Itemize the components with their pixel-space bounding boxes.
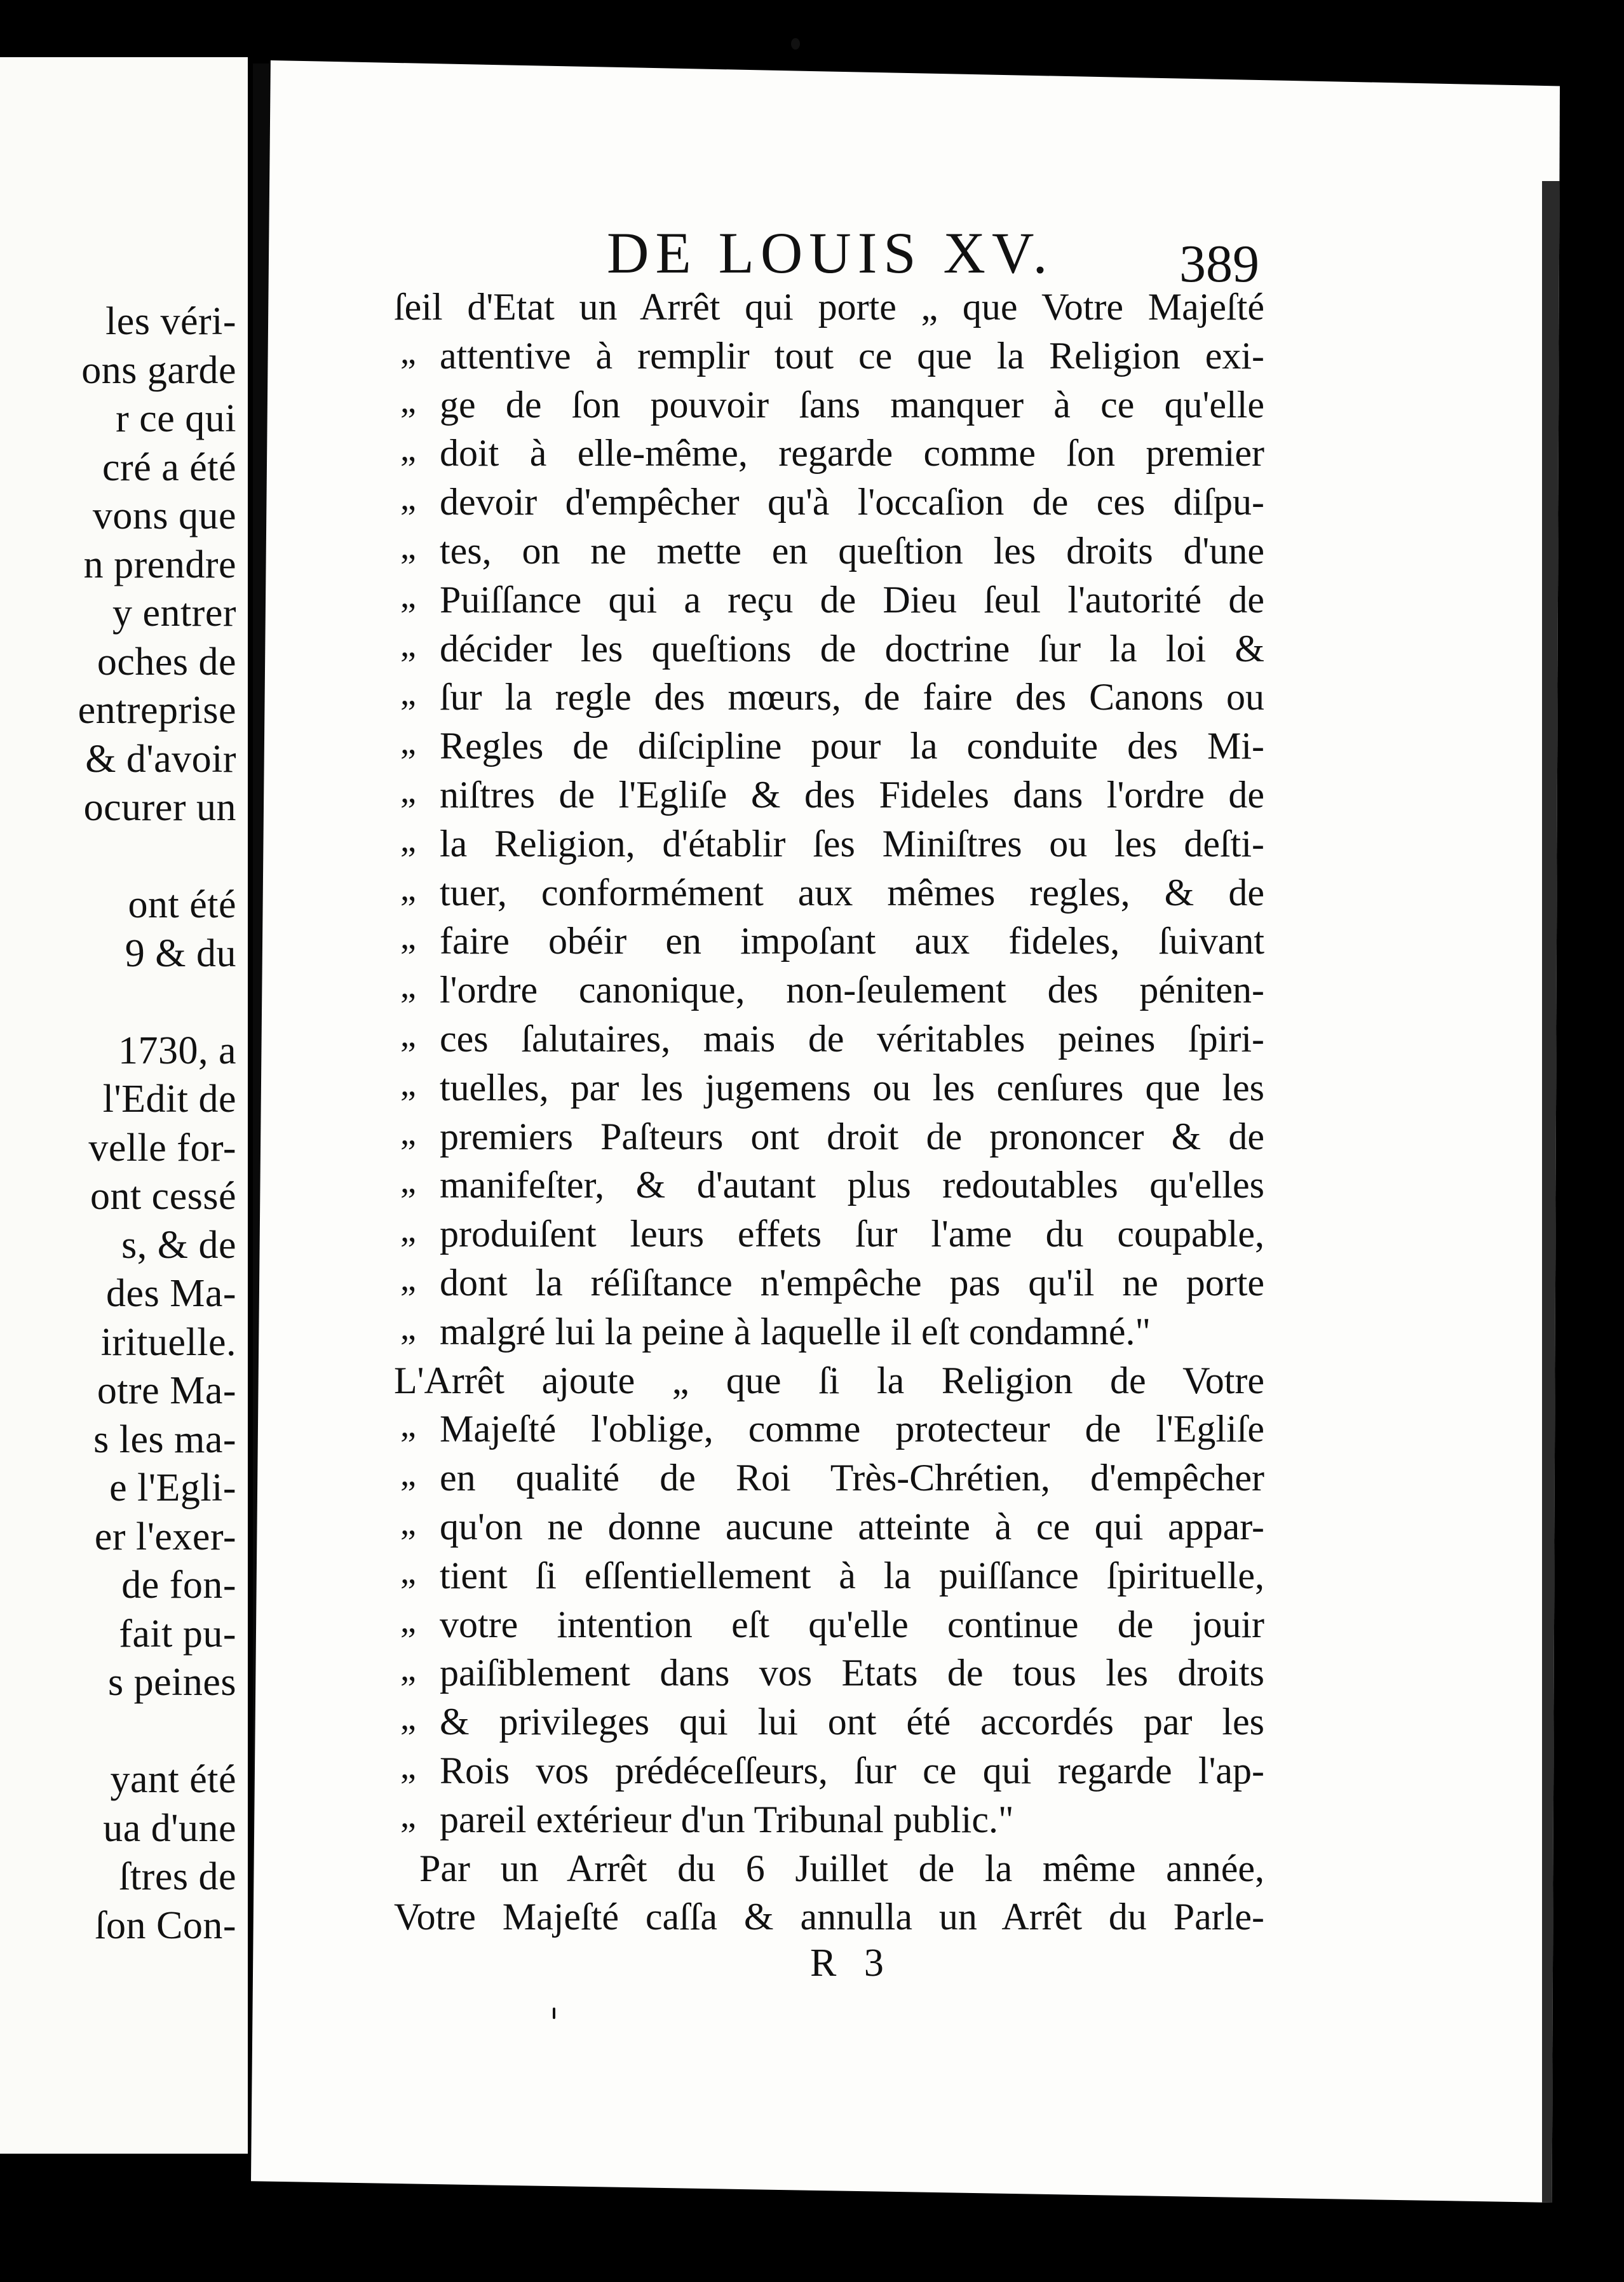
left-page-line: ons garde	[81, 348, 236, 392]
text-line: „ en qualité de Roi Très-Chrétien, d'empêcher	[394, 1454, 1264, 1502]
ink-speck	[791, 38, 800, 50]
text-line: „ qu'on ne donne aucune atteinte à ce qui appar-	[394, 1502, 1264, 1551]
left-page-line: oches de	[97, 640, 236, 684]
body-text	[394, 283, 1264, 1941]
ink-speck	[553, 2008, 555, 2019]
left-page-line: ua d'une	[103, 1806, 236, 1850]
text-line: „ tient ſi eſſentiellement à la puiſſance ſpirituelle,	[394, 1551, 1264, 1600]
left-page-line: velle for-	[88, 1126, 236, 1170]
text-line: „ produiſent leurs effets ſur l'ame du coupable,	[394, 1210, 1264, 1259]
left-page-line: les véri-	[105, 300, 236, 343]
text-line: „ ſur la regle des mœurs, de faire des Canons ou	[394, 673, 1264, 722]
text-line: „ niſtres de l'Egliſe & des Fideles dans l'ordre de	[394, 771, 1264, 820]
left-page-line: entreprise	[78, 689, 236, 732]
left-page-line: 1730, a	[118, 1029, 236, 1072]
text-line: „ malgré lui la peine à laquelle il eſt condamné."	[394, 1307, 1264, 1356]
text-line: „ doit à elle-même, regarde comme ſon premier	[394, 429, 1264, 478]
text-line: „ ge de ſon pouvoir ſans manquer à ce qu'elle	[394, 381, 1264, 429]
text-line: „ & privileges qui lui ont été accordés par les	[394, 1698, 1264, 1746]
text-line: „ la Religion, d'établir ſes Miniſtres ou les deſti-	[394, 820, 1264, 868]
text-line: Par un Arrêt du 6 Juillet de la même année,	[419, 1847, 1264, 1889]
left-page-line: s les ma-	[93, 1417, 236, 1461]
signature-mark: R 3	[810, 1941, 893, 1985]
text-line: „ tes, on ne mette en queſtion les droits d'une	[394, 527, 1264, 576]
text-line: „ l'ordre canonique, non-ſeulement des péniten-	[394, 966, 1264, 1015]
left-page-line: e l'Egli-	[109, 1466, 236, 1509]
left-page-line: des Ma-	[106, 1272, 236, 1315]
text-line: „ attentive à remplir tout ce que la Religion exi-	[394, 332, 1264, 381]
left-page-line: irituelle.	[100, 1320, 236, 1364]
left-page-line: ſtres de	[119, 1855, 236, 1898]
left-page-line: fait pu-	[119, 1612, 236, 1656]
left-page-line: vons que	[92, 494, 236, 537]
text-line: „ premiers Paſteurs ont droit de prononcer & de	[394, 1112, 1264, 1161]
left-page-line: r ce qui	[116, 397, 236, 440]
text-line: „ tuelles, par les jugemens ou les cenſures que les	[394, 1063, 1264, 1112]
previous-page-fragment	[0, 57, 248, 2154]
page-edge	[1542, 181, 1560, 2265]
left-page-line: s peines	[107, 1661, 236, 1704]
left-page-line: n prendre	[83, 543, 236, 586]
left-page-line: er l'exer-	[94, 1515, 236, 1558]
text-line: „ faire obéir en impoſant aux fideles, ſuivant	[394, 917, 1264, 966]
left-page-line: l'Edit de	[102, 1077, 236, 1121]
text-line: „ dont la réſiſtance n'empêche pas qu'il ne porte	[394, 1259, 1264, 1307]
text-line: „ tuer, conformément aux mêmes regles, & de	[394, 868, 1264, 917]
text-line: „ pareil extérieur d'un Tribunal public."	[394, 1795, 1264, 1844]
text-line: L'Arrêt ajoute „ que ſi la Religion de Votre	[394, 1359, 1264, 1401]
text-line: „ Rois vos prédéceſſeurs, ſur ce qui regarde l'ap-	[394, 1746, 1264, 1795]
text-line: „ manifeſter, & d'autant plus redoutables qu'elles	[394, 1161, 1264, 1210]
left-page-line: 9 & du	[125, 931, 236, 975]
left-page-line: y entrer	[112, 591, 236, 635]
left-page-line: otre Ma-	[97, 1369, 236, 1412]
text-line: ſeil d'Etat un Arrêt qui porte „ que Votre Majeſté	[394, 286, 1264, 328]
left-page-line: & d'avoir	[85, 737, 236, 781]
page-number: 389	[1179, 234, 1259, 294]
left-page-line: ocurer un	[83, 786, 236, 829]
left-page-line: yant été	[110, 1758, 236, 1801]
text-line: „ Majeſté l'oblige, comme protecteur de l'Egliſe	[394, 1405, 1264, 1454]
left-page-line: ont été	[128, 883, 236, 926]
text-line: „ Regles de diſcipline pour la conduite des Mi-	[394, 722, 1264, 771]
text-line: „ ces ſalutaires, mais de véritables peines ſpiri-	[394, 1015, 1264, 1063]
text-line: „ décider les queſtions de doctrine ſur la loi &	[394, 625, 1264, 673]
left-page-line: de fon-	[121, 1563, 236, 1607]
left-page-line: s, & de	[121, 1223, 236, 1267]
text-line: Votre Majeſté caſſa & annulla un Arrêt du Parle-	[394, 1896, 1264, 1938]
text-line: „ devoir d'empêcher qu'à l'occaſion de ces diſpu-	[394, 478, 1264, 527]
left-page-line: ſon Con-	[95, 1903, 236, 1947]
running-head: DE LOUIS XV.	[607, 220, 1054, 285]
text-line: „ Puiſſance qui a reçu de Dieu ſeul l'autorité de	[394, 576, 1264, 625]
left-page-line: ont cessé	[90, 1175, 236, 1218]
left-page-line: cré a été	[102, 445, 236, 489]
text-line: „ votre intention eſt qu'elle continue de jouir	[394, 1600, 1264, 1649]
text-line: „ paiſiblement dans vos Etats de tous les droits	[394, 1649, 1264, 1698]
